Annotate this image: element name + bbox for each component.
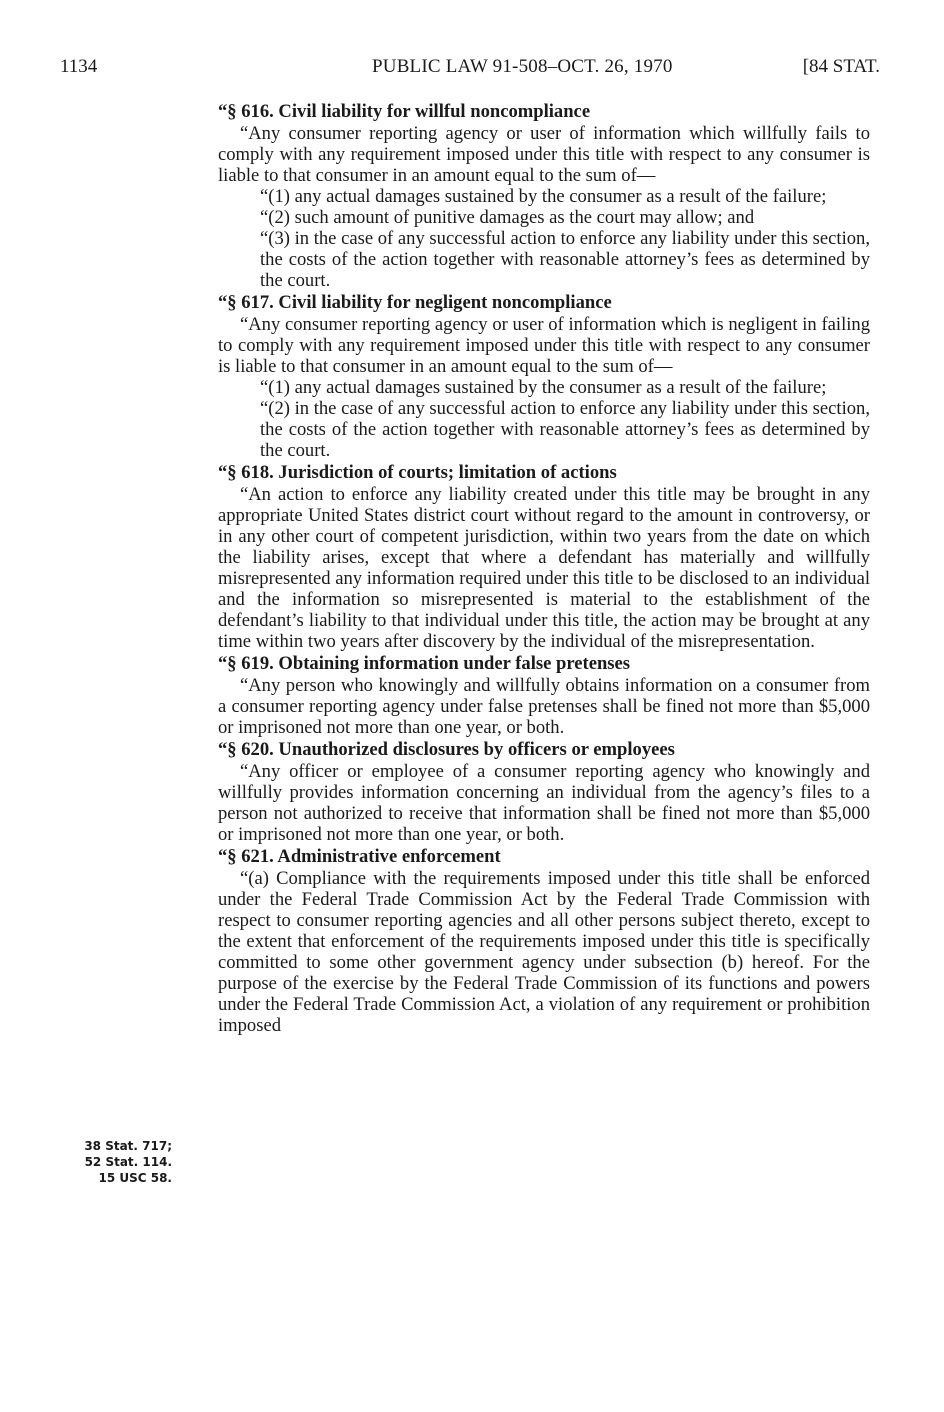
- list-item: “(1) any actual damages sustained by the consumer as a result of the failure;: [260, 186, 827, 207]
- margin-citation-line: 38 Stat. 717;: [84, 1139, 172, 1153]
- section-heading: “§ 619. Obtaining information under false pretenses: [218, 653, 631, 674]
- section-paragraph: “(a) Compliance with the requirements imposed under this title shall be enforced under the Federal Trade Commission Act by the Federal Trade Commission with respect to consumer reporting agencies and all other persons subject thereto, except to the extent that enforcement of the requirements imposed under this title is specifically committed to some other government agency under subsection (b) hereof. For the purpose of the exercise by the Federal Trade Commission of its functions and powers under the Federal Trade Commission Act, a violation of any requirement or prohibition imposed: [218, 868, 870, 1036]
- section-heading: “§ 616. Civil liability for willful noncompliance: [218, 101, 591, 122]
- list-item: “(2) such amount of punitive damages as the court may allow; and: [260, 207, 755, 228]
- section-paragraph: “Any officer or employee of a consumer reporting agency who knowingly and willfully provides information concerning an individual from the agency’s files to a person not authorized to receive that information shall be fined not more than $5,000 or imprisoned not more than one year, or both.: [218, 761, 870, 845]
- section-paragraph: “Any person who knowingly and willfully obtains information on a consumer from a consumer reporting agency under false pretenses shall be fined not more than $5,000 or imprisoned not more than one year, or both.: [218, 675, 870, 738]
- list-item: “(2) in the case of any successful action to enforce any liability under this section, the costs of the action together with reasonable attorney’s fees as determined by the court.: [260, 398, 870, 461]
- list-item: “(1) any actual damages sustained by the consumer as a result of the failure;: [260, 377, 827, 398]
- running-title: PUBLIC LAW 91-508–OCT. 26, 1970: [372, 56, 673, 77]
- main-text: [218, 100, 870, 1036]
- page-number: 1134: [60, 56, 98, 77]
- section-heading: “§ 620. Unauthorized disclosures by officers or employees: [218, 739, 675, 760]
- statute-reference: [84 STAT.: [802, 56, 880, 77]
- section-paragraph: “Any consumer reporting agency or user of information which willfully fails to comply with any requirement imposed under this title with respect to any consumer is liable to that consumer in an amount equal to the sum of—: [218, 123, 870, 186]
- section-heading: “§ 617. Civil liability for negligent noncompliance: [218, 292, 612, 313]
- section-paragraph: “An action to enforce any liability created under this title may be brought in any appropriate United States district court without regard to the amount in controversy, or in any other court of competent jurisdiction, within two years from the date on which the liability arises, except that where a defendant has materially and willfully misrepresented any information required under this title to be disclosed to an individual and the information so misrepresented is material to the establishment of the defendant’s liability to that individual under this title, the action may be brought at any time within two years after discovery by the individual of the misrepresentation.: [218, 484, 870, 652]
- section-paragraph: “Any consumer reporting agency or user of information which is negligent in failing to comply with any requirement imposed under this title with respect to any consumer is liable to that consumer in an amount equal to the sum of—: [218, 314, 870, 377]
- margin-citation-line: 15 USC 58.: [98, 1171, 172, 1185]
- list-item: “(3) in the case of any successful action to enforce any liability under this section, the costs of the action together with reasonable attorney’s fees as determined by the court.: [260, 228, 870, 291]
- page-header: [60, 56, 880, 86]
- section-heading: “§ 618. Jurisdiction of courts; limitation of actions: [218, 462, 617, 483]
- section-heading: “§ 621. Administrative enforcement: [218, 846, 501, 867]
- margin-citation: [52, 1138, 172, 1186]
- margin-citation-line: 52 Stat. 114.: [84, 1155, 172, 1169]
